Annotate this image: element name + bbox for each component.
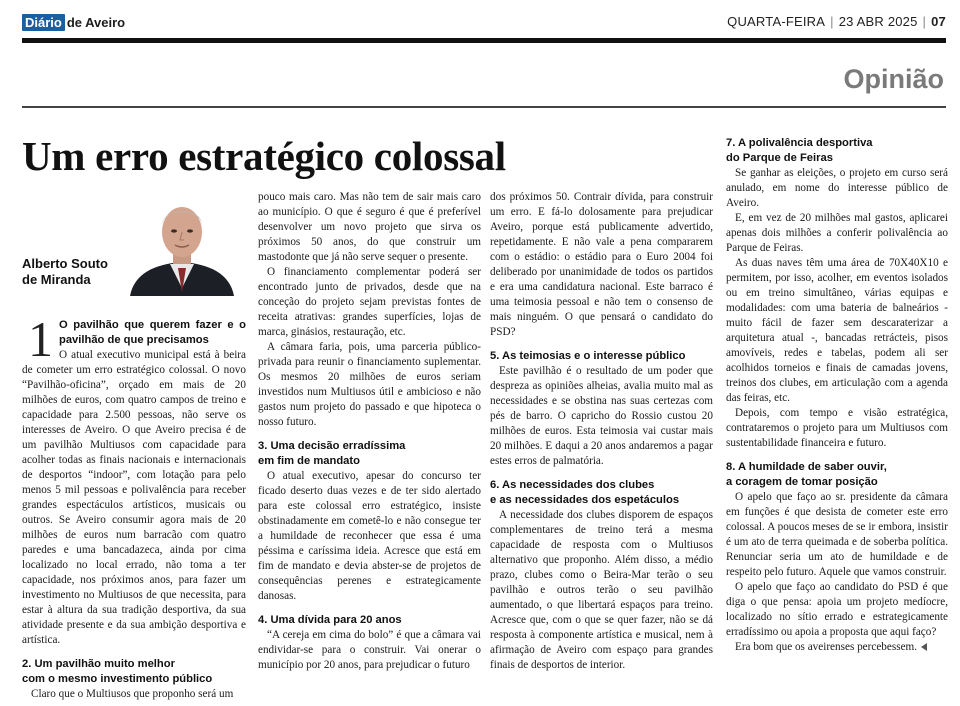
author-name-line2: de Miranda [22, 272, 91, 287]
section-1 [22, 311, 246, 648]
drop-cap: 1 [28, 311, 53, 367]
section-7-title-line2: do Parque de Feiras [726, 152, 833, 164]
section-2-paragraph-2: O financiamento complementar poderá ser encontrado junto de privados, desde que na conceção do projeto sejam previstas fontes de receita atrativas: grandes superfícies, lojas de marca, ginásios, restauração, etc. [258, 266, 481, 338]
section-7-title-line1: 7. A polivalência desportiva [726, 137, 873, 149]
closing-sentence: Era bom que os aveirenses percebessem. [735, 641, 918, 653]
section-3-paragraph: O atual executivo, apesar do concurso ter ficado deserto duas vezes e de ter sido alertado para este colossal erro estratégico, insiste obstinadamente em cometê-lo e não consegue ter a humildade de reconhecer que essa é uma péssima e caríssima ideia. Acresce que está em fim de mandato e devia abster-se de projetos de consequências perenes e estrategicamente danosas. [258, 470, 481, 602]
article-column-2 [258, 190, 481, 673]
newspaper-logo[interactable] [22, 14, 125, 31]
logo-text: de Aveiro [66, 15, 126, 30]
section-2-title-line2: com o mesmo investimento público [22, 673, 213, 685]
section-6-title-line1: 6. As necessidades dos clubes [490, 479, 655, 491]
separator: | [830, 14, 834, 29]
section-2-paragraph-continued: pouco mais caro. Mas não tem de sair mais caro ao município. O que é seguro é que é preferível desenvolver um novo projeto que sirva os próximos 50 anos, do que construir um mastodonte que já não serve sequer o presente. [258, 191, 481, 263]
section-4-title: 4. Uma dívida para 20 anos [258, 614, 402, 626]
section-7-paragraph-1: Se ganhar as eleições, o projeto em curso será anulado, em nome do interesse público de Aveiro. [726, 167, 948, 209]
section-6-paragraph: A necessidade dos clubes disporem de espaços complementares de treino terá a mesma capacidade de resposta com o Multiusos alternativo que proponho. Além disso, a médio prazo, clubes como o Beira-Mar terão o seu pavilhão e outros terão o seu pavilhão aumentado, o que libertará espaços para treino. Acresce que, com o que se quer fazer, não se dá resposta à componente artística e musical, nem à afirmação de Aveiro com espaço para grandes finais de desportos de interior. [490, 509, 713, 671]
weekday: QUARTA-FEIRA [727, 14, 826, 29]
section-8-paragraph-2: O apelo que faço ao candidato do PSD é que diga o que pensa: apoia um projeto medíocre, localizado no sítio errado e estrategicamente erradíssimo ou apoia a proposta que aqui faço? [726, 581, 948, 638]
section-7-paragraph-2: E, em vez de 20 milhões mal gastos, aplicarei apenas dois milhões a conferir polivalência ao Parque de Feiras. [726, 212, 948, 254]
masthead-rule [22, 38, 946, 43]
section-3-title-line1: 3. Uma decisão erradíssima [258, 440, 406, 452]
section-8-paragraph-1: O apelo que faço ao sr. presidente da câmara em funções é que desista de cometer este erro colossal. A poucos meses de se ir embora, insistir é um ato de terra queimada e de soberba política. Renunciar seria um ato de humildade e de respeito pelo futuro. Aquele que vamos construir. [726, 491, 948, 578]
separator: | [922, 14, 927, 29]
end-of-article-icon [921, 643, 927, 651]
section-rule [22, 106, 946, 108]
dateline [727, 14, 946, 29]
section-label: Opinião [843, 64, 944, 94]
section-7-paragraph-4: Depois, com tempo e visão estratégica, contrataremos o projeto para um Multiusos com sustentabilidade financeira e futuro. [726, 407, 948, 449]
article-column-4 [726, 136, 948, 655]
section-6-title-line2: e as necessidades dos espetáculos [490, 494, 680, 506]
masthead [22, 12, 946, 34]
section-4-paragraph-start: “A cereja em cima do bolo” é que a câmara vai endividar-se para o construir. Vai onerar o município por 20 anos, para prejudicar o futuro [258, 629, 481, 671]
section-2-paragraph-3: A câmara faria, pois, uma parceria público-privada para reunir o financiamento suplementar. Os mesmos 20 milhões de euros seriam investidos num Multiusos útil e ambicioso e não gastos num projeto do passado e que hipoteca o nosso futuro. [258, 341, 481, 428]
section-1-title: O pavilhão que querem fazer e o pavilhão de que precisamos [59, 319, 246, 346]
section-8-title-line1: 8. A humildade de saber ouvir, [726, 461, 887, 473]
section-8-paragraph-3 [726, 640, 948, 655]
section-5-paragraph: Este pavilhão é o resultado de um poder que despreza as opiniões alheias, avalia muito mal as necessidades e se obstina nas suas certezas com pés de barro. O capricho do Rossio custou 20 milhões de euros. Esta teimosia vai custar mais 20 milhões. E daqui a 20 anos andaremos a pagar estes erros de palmatória. [490, 365, 713, 467]
section-7-paragraph-3: As duas naves têm uma área de 70X40X10 e permitem, por isso, acolher, em eventos isolados ou em treino simultâneo, várias equipas e modalidades: com uma bateria de balneários - muito fácil de fazer sem descaraterizar a arquitetura atual -, bancadas retrácteis, pisos amovíveis, redes e tabelas, podem ali ser acolhidos torneios e finais de camadas jovens, treinos dos clubes, em articulação com a agenda das feiras, etc. [726, 257, 948, 404]
section-2-paragraph-start: Claro que o Multiusos que proponho será um [31, 688, 234, 700]
section-5-title: 5. As teimosias e o interesse público [490, 350, 686, 362]
article-column-3 [490, 190, 713, 673]
section-3-title-line2: em fim de mandato [258, 455, 360, 467]
section-2-title-line1: 2. Um pavilhão muito melhor [22, 658, 175, 670]
author-portrait-icon [120, 196, 244, 296]
section-8-title-line2: a coragem de tomar posição [726, 476, 878, 488]
author-photo [120, 196, 244, 296]
author-byline [22, 256, 108, 288]
logo-box: Diário [22, 14, 65, 31]
article-column-1 [22, 311, 246, 702]
issue-date: 23 ABR 2025 [838, 14, 918, 29]
section-4-paragraph-continued: dos próximos 50. Contrair dívida, para construir um erro. E fá-lo dolosamente para prejudicar Aveiro, porque está publicamente advertido, repetidamente. E não vale a pena compararem com o estádio: o estádio para o Euro 2004 foi deliberado por unanimidade de todos os partidos e era uma candidatura nacional. Este barraco é uma teimosia pessoal e não tem o consenso de mais ninguém. O que pensará o candidato do PSD? [490, 191, 713, 338]
author-name-line1: Alberto Souto [22, 256, 108, 271]
page-number: 07 [931, 14, 946, 29]
section-1-paragraph: O atual executivo municipal está à beira de cometer um erro estratégico colossal. O novo “Pavilhão-oficina”, orçado em mais de 20 milhões de euros, com quatro campos de treino e capacidade para 2.500 pessoas, não serve os interesses de Aveiro. O que Aveiro precisa é de um pavilhão Multiusos com capacidade para acolher todas as finais nacionais e internacionais de desportos “indoor”, com lotação para pelo menos 5 mil pessoas e polivalência para receber grandes espectáculos artísticos, musicais ou outros. Se Aveiro consumir agora mais de 20 milhões de euros num barracão com quatro paredes e uma bancadazeca, ainda por cima localizado no local errado, não toma a ter capacidade, nos próximos anos, para fazer um investimento no Multiusos de que necessita, para estar à altura da sua tradição desportiva, da sua atividade presente e da sua ambição desportiva e artística. [22, 349, 246, 646]
article-headline: Um erro estratégico colossal [22, 133, 506, 179]
